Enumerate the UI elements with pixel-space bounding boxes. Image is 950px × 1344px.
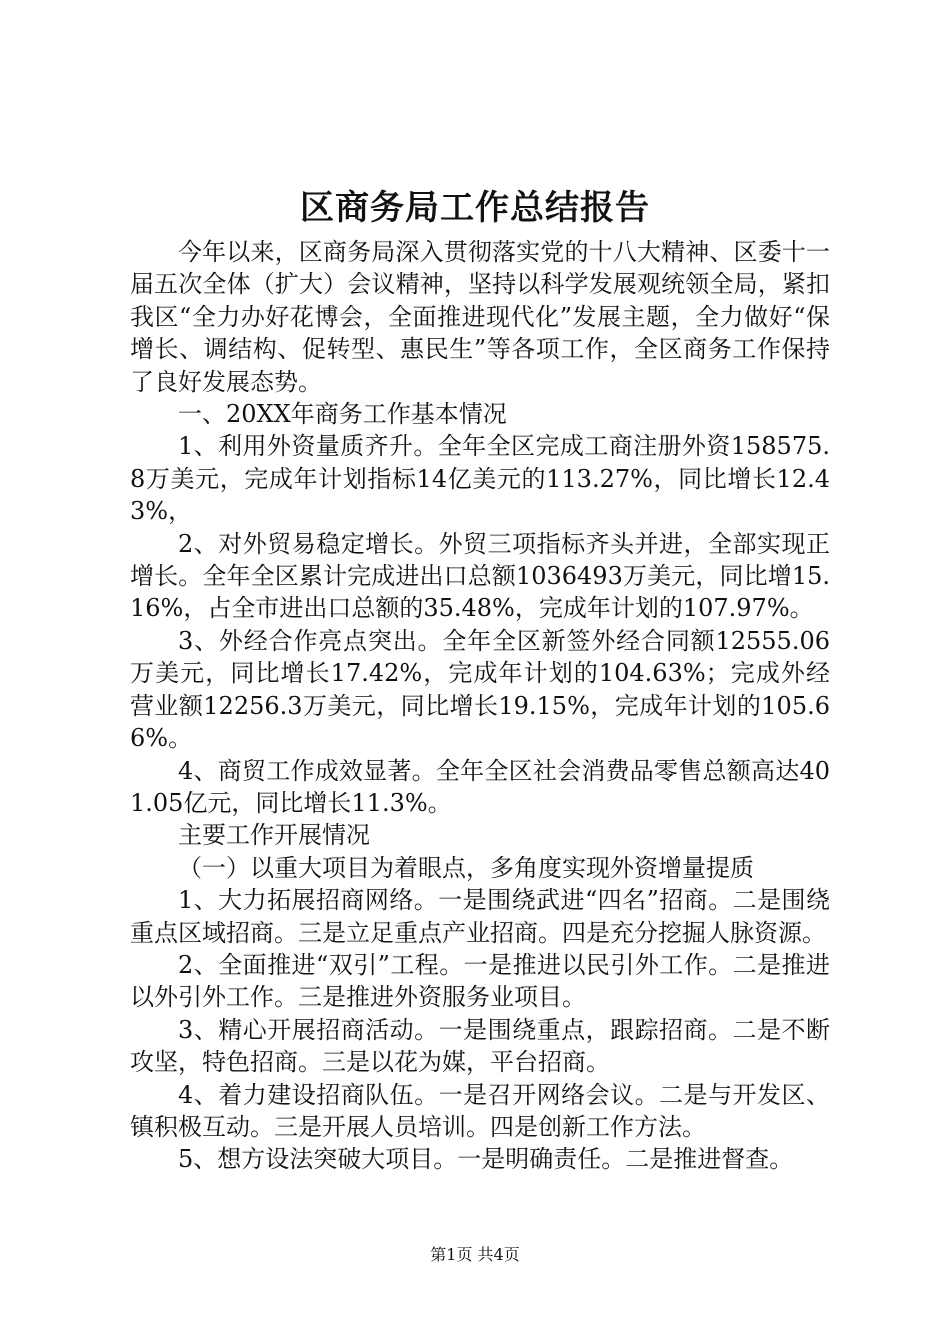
paragraph-commerce: 4、商贸工作成效显著。全年全区社会消费品零售总额高达401.05亿元，同比增长11.3%。 (130, 756, 830, 817)
paragraph-intro: 今年以来，区商务局深入贯彻落实党的十八大精神、区委十一届五次全体（扩大）会议精神，坚持以科学发展观统领全局，紧扣我区“全力办好花博会，全面推进现代化”发展主题，全力做好“保增长、调结构、促转型、惠民生”等各项工作，全区商务工作保持了良好发展态势。 (130, 238, 830, 396)
subsection-heading-major-projects: （一）以重大项目为着眼点，多角度实现外资增量提质 (178, 853, 754, 882)
paragraph-major-projects: 5、想方设法突破大项目。一是明确责任。二是推进督查。 (178, 1145, 794, 1174)
paragraph-investment-activities: 3、精心开展招商活动。一是围绕重点，跟踪招商。二是不断攻坚，特色招商。三是以花为媒，平台招商。 (130, 1015, 830, 1077)
paragraph-double-attraction: 2、全面推进“双引”工程。一是推进以民引外工作。二是推进以外引外工作。三是推进外资服务业项目。 (130, 950, 830, 1012)
section-heading-main-work: 主要工作开展情况 (178, 821, 370, 850)
section-heading-basic-situation: 一、20XX年商务工作基本情况 (178, 400, 507, 429)
paragraph-economic-cooperation: 3、外经合作亮点突出。全年全区新签外经合同额12555.06万美元，同比增长17.42%，完成年计划的104.63%；完成外经营业额12256.3万美元，同比增长19.15%，完成年计划的105.66%。 (130, 626, 830, 753)
paragraph-foreign-trade: 2、对外贸易稳定增长。外贸三项指标齐头并进，全部实现正增长。全年全区累计完成进出口总额1036493万美元，同比增15.16%，占全市进出口总额的35.48%，完成年计划的107.97%。 (130, 529, 830, 623)
document-title: 区商务局工作总结报告 (300, 188, 650, 228)
document-body (130, 236, 830, 1176)
paragraph-foreign-investment: 1、利用外资量质齐升。全年全区完成工商注册外资158575.8万美元，完成年计划指标14亿美元的113.27%，同比增长12.43%， (130, 432, 830, 526)
page-number-footer: 第1页 共4页 (430, 1245, 520, 1264)
paragraph-investment-network: 1、大力拓展招商网络。一是围绕武进“四名”招商。二是围绕重点区域招商。三是立足重点产业招商。四是充分挖掘人脉资源。 (130, 886, 830, 947)
paragraph-investment-team: 4、着力建设招商队伍。一是召开网络会议。二是与开发区、镇积极互动。三是开展人员培训。四是创新工作方法。 (130, 1080, 830, 1141)
